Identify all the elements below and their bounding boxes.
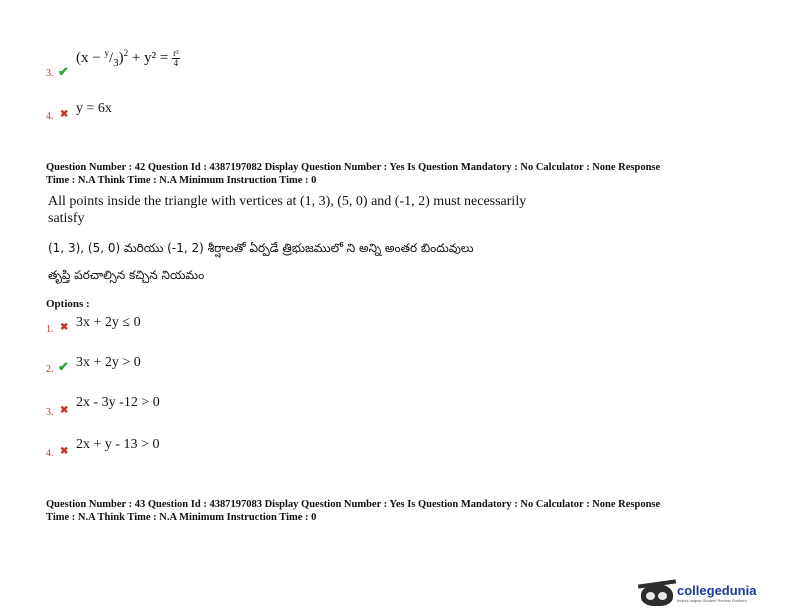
- collegedunia-logo: [641, 582, 781, 608]
- question-telugu-line1: (1, 3), (5, 0) మరియు (-1, 2) శీర్షాలతో ఏర్పడే త్రిభుజములో ని అన్ని అంతర బిందువులు: [48, 241, 474, 255]
- graduate-mascot-icon: [641, 584, 673, 606]
- option-number: 1.: [46, 324, 54, 335]
- option-text: 2x - 3y -12 > 0: [76, 395, 160, 410]
- check-icon: ✔: [58, 64, 69, 79]
- cross-icon: ✖: [60, 446, 69, 457]
- logo-tagline: India's largest Student Review Platform: [677, 598, 747, 603]
- fraction: $\frac{\text{r²}}{4}$: [173, 48, 179, 69]
- option-text: 3x + 2y > 0: [76, 355, 141, 370]
- option-number: 2.: [46, 364, 54, 375]
- question-meta-line2: Time : N.A Think Time : N.A Minimum Instruction Time : 0: [46, 512, 317, 523]
- option-number: 4.: [46, 448, 54, 459]
- question-telugu-line2: తృప్తి పరచాల్సిన కచ్చిన నియమం: [48, 268, 205, 282]
- check-icon: ✔: [58, 359, 69, 374]
- cross-icon: ✖: [60, 405, 69, 416]
- options-label: Options :: [46, 298, 90, 310]
- option-text: 2x + y - 13 > 0: [76, 437, 160, 452]
- option-number: 4.: [46, 111, 54, 122]
- logo-wordmark: collegedunia: [677, 583, 757, 598]
- question-meta-line1: Question Number : 42 Question Id : 4387197082 Display Question Number : Yes Is Question Mandatory : No Calculator : None Response: [46, 162, 661, 173]
- question-text-line2: satisfy: [48, 211, 85, 226]
- option-number: 3.: [46, 407, 54, 418]
- option-formula: $(x - ^y/_3)^2 + y^2$ = $\frac{\text{r²}}{4}$: [76, 48, 179, 69]
- option-text: 3x + 2y ≤ 0: [76, 315, 141, 330]
- question-meta-line1: Question Number : 43 Question Id : 4387197083 Display Question Number : Yes Is Question Mandatory : No Calculator : None Response: [46, 499, 661, 510]
- option-number: 3.: [46, 68, 54, 79]
- cross-icon: ✖: [60, 322, 69, 333]
- question-text-line1: All points inside the triangle with vertices at (1, 3), (5, 0) and (-1, 2) must necessarily: [48, 194, 527, 209]
- option-text: y = 6x: [76, 101, 112, 116]
- question-meta-line2: Time : N.A Think Time : N.A Minimum Instruction Time : 0: [46, 175, 317, 186]
- cross-icon: ✖: [60, 109, 69, 120]
